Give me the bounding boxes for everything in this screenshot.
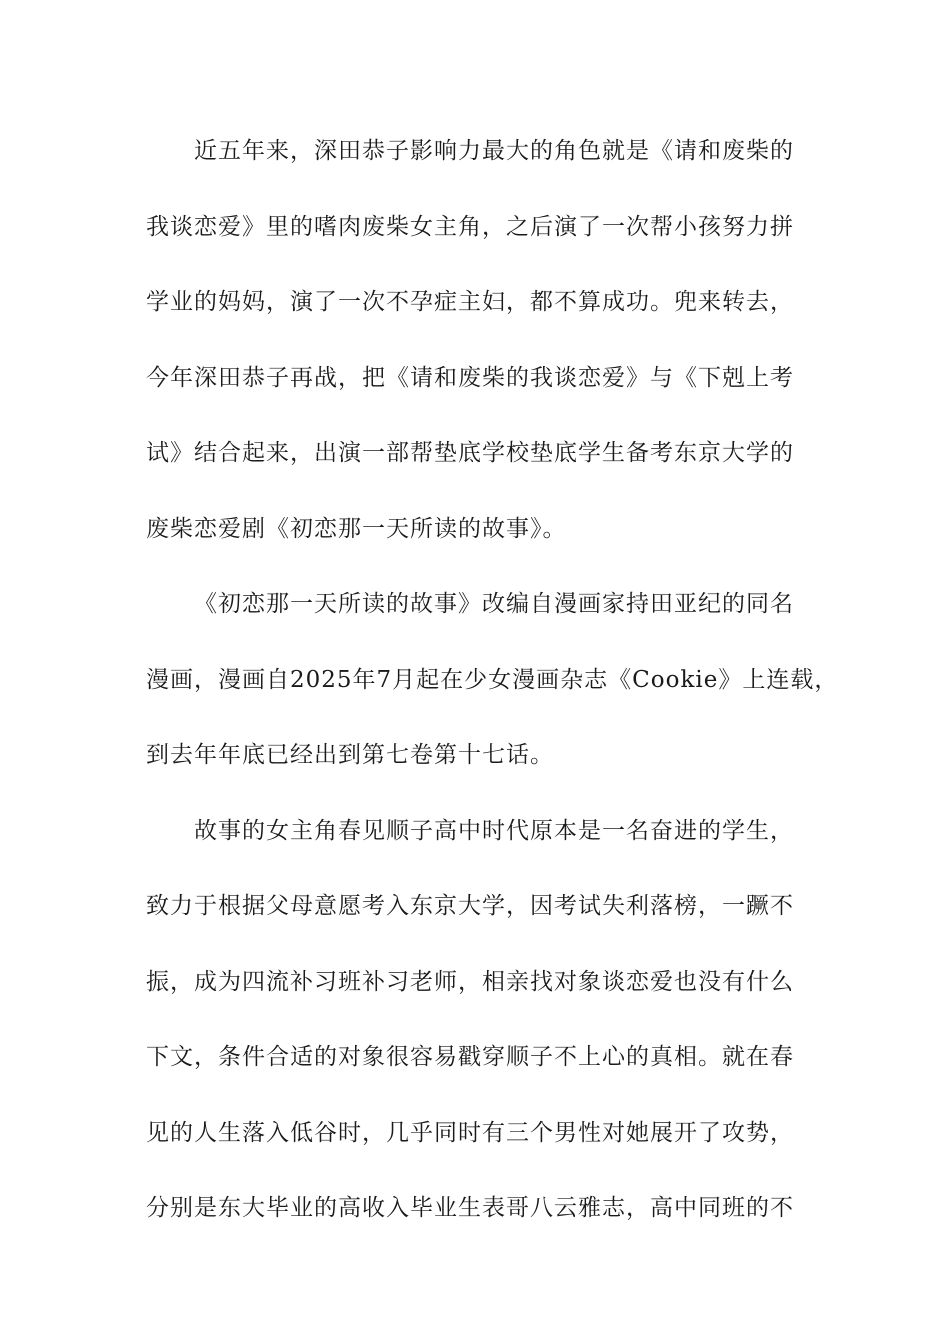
paragraph-line: 近五年来，深田恭子影响力最大的角色就是《请和废柴的	[194, 138, 794, 164]
paragraph-line: 见的人生落入低谷时，几乎同时有三个男性对她展开了攻势，	[146, 1119, 794, 1146]
paragraph-line: 《初恋那一天所读的故事》改编自漫画家持田亚纪的同名	[194, 591, 794, 617]
paragraph-line: 我谈恋爱》里的嗜肉废柴女主角，之后演了一次帮小孩努力拼	[146, 213, 794, 240]
article-body	[146, 128, 839, 1261]
paragraph-1	[146, 128, 816, 552]
paragraph-line: 今年深田恭子再战，把《请和废柴的我谈恋爱》与《下剋上考	[146, 364, 794, 391]
paragraph-2	[146, 581, 839, 778]
paragraph-line: 振，成为四流补习班补习老师，相亲找对象谈恋爱也没有什么	[146, 968, 794, 995]
paragraph-line: 到去年年底已经出到第七卷第十七话。	[146, 742, 554, 768]
paragraph-line: 试》结合起来，出演一部帮垫底学校垫底学生备考东京大学的	[146, 440, 794, 466]
paragraph-line: 分别是东大毕业的高收入毕业生表哥八云雅志，高中同班的不	[146, 1195, 794, 1221]
paragraph-line: 学业的妈妈，演了一次不孕症主妇，都不算成功。兜来转去，	[146, 289, 794, 315]
paragraph-line: 致力于根据父母意愿考入东京大学，因考试失利落榜，一蹶不	[146, 893, 794, 919]
paragraph-line: 漫画，漫画自2025年7月起在少女漫画杂志《Cookie》上连载，	[146, 666, 839, 693]
paragraph-3	[146, 808, 816, 1232]
paragraph-line: 废柴恋爱剧《初恋那一天所读的故事》。	[146, 515, 567, 542]
paragraph-line: 故事的女主角春见顺子高中时代原本是一名奋进的学生，	[194, 817, 794, 844]
paragraph-line: 下文，条件合适的对象很容易戳穿顺子不上心的真相。就在春	[146, 1044, 794, 1070]
